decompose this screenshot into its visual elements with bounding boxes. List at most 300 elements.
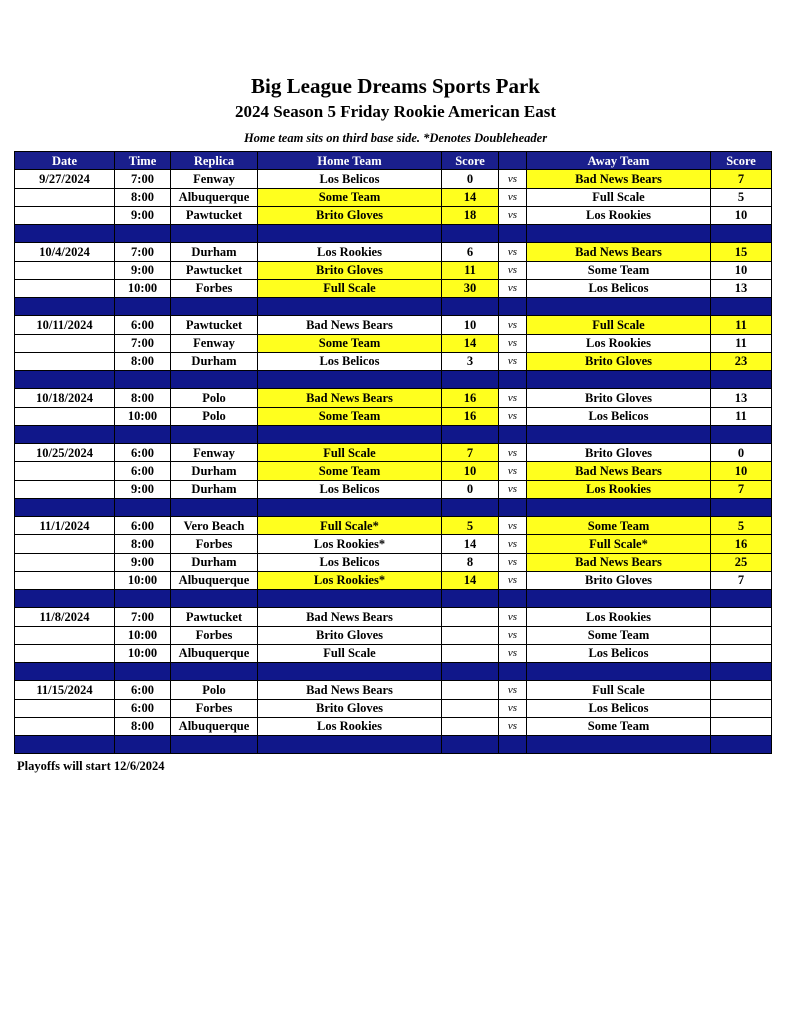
time-cell: 8:00: [115, 188, 171, 206]
separator-cell: [171, 498, 258, 516]
replica-cell: Durham: [171, 462, 258, 480]
home-team-cell: Los Rookies: [258, 717, 442, 735]
away-score-cell: 7: [711, 571, 772, 589]
table-row: [15, 644, 772, 662]
separator-cell: [115, 371, 171, 389]
away-score-cell: [711, 626, 772, 644]
replica-cell: Forbes: [171, 699, 258, 717]
schedule-table: [14, 151, 772, 754]
away-team-cell: Some Team: [527, 717, 711, 735]
home-team-cell: Brito Gloves: [258, 626, 442, 644]
separator-cell: [258, 371, 442, 389]
home-team-cell: Brito Gloves: [258, 261, 442, 279]
column-header-vs: [499, 152, 527, 170]
vs-cell: vs: [499, 535, 527, 553]
vs-cell: vs: [499, 170, 527, 188]
home-score-cell: [442, 717, 499, 735]
separator-cell: [527, 371, 711, 389]
separator-cell: [258, 590, 442, 608]
date-cell: [15, 462, 115, 480]
replica-cell: Vero Beach: [171, 517, 258, 535]
separator-cell: [527, 298, 711, 316]
time-cell: 8:00: [115, 535, 171, 553]
vs-cell: vs: [499, 243, 527, 261]
time-cell: 6:00: [115, 444, 171, 462]
separator-cell: [171, 371, 258, 389]
date-cell: [15, 553, 115, 571]
vs-cell: vs: [499, 206, 527, 224]
separator-cell: [171, 663, 258, 681]
week-separator-row: [15, 498, 772, 516]
separator-cell: [499, 498, 527, 516]
away-team-cell: Bad News Bears: [527, 553, 711, 571]
separator-cell: [442, 663, 499, 681]
week-separator-row: [15, 736, 772, 754]
table-row: [15, 188, 772, 206]
separator-cell: [499, 225, 527, 243]
date-cell: [15, 352, 115, 370]
time-cell: 6:00: [115, 517, 171, 535]
vs-cell: vs: [499, 699, 527, 717]
home-score-cell: [442, 699, 499, 717]
home-score-cell: [442, 644, 499, 662]
vs-cell: vs: [499, 389, 527, 407]
separator-cell: [499, 298, 527, 316]
separator-cell: [171, 590, 258, 608]
away-score-cell: 15: [711, 243, 772, 261]
separator-cell: [171, 225, 258, 243]
vs-cell: vs: [499, 717, 527, 735]
separator-cell: [115, 663, 171, 681]
date-cell: [15, 717, 115, 735]
home-score-cell: 11: [442, 261, 499, 279]
away-score-cell: 5: [711, 188, 772, 206]
home-score-cell: [442, 608, 499, 626]
home-team-cell: Los Belicos: [258, 480, 442, 498]
replica-cell: Polo: [171, 389, 258, 407]
away-score-cell: 0: [711, 444, 772, 462]
replica-cell: Fenway: [171, 444, 258, 462]
home-team-cell: Some Team: [258, 334, 442, 352]
separator-cell: [442, 371, 499, 389]
table-row: [15, 571, 772, 589]
away-score-cell: [711, 644, 772, 662]
vs-cell: vs: [499, 279, 527, 297]
replica-cell: Durham: [171, 553, 258, 571]
separator-cell: [499, 590, 527, 608]
separator-cell: [15, 225, 115, 243]
separator-cell: [258, 663, 442, 681]
home-team-cell: Los Rookies: [258, 243, 442, 261]
page-title: Big League Dreams Sports Park: [251, 74, 540, 98]
separator-cell: [527, 498, 711, 516]
separator-cell: [15, 425, 115, 443]
away-team-cell: Los Belicos: [527, 279, 711, 297]
vs-cell: vs: [499, 462, 527, 480]
home-score-cell: 16: [442, 389, 499, 407]
table-header-row: [15, 152, 772, 170]
away-team-cell: Bad News Bears: [527, 462, 711, 480]
separator-cell: [711, 371, 772, 389]
table-row: [15, 444, 772, 462]
date-cell: 10/4/2024: [15, 243, 115, 261]
time-cell: 7:00: [115, 243, 171, 261]
column-header-replica: Replica: [171, 152, 258, 170]
away-team-cell: Full Scale: [527, 681, 711, 699]
time-cell: 10:00: [115, 571, 171, 589]
column-header-date: Date: [15, 152, 115, 170]
separator-cell: [442, 736, 499, 754]
home-team-cell: Some Team: [258, 407, 442, 425]
home-score-cell: [442, 626, 499, 644]
home-team-cell: Full Scale: [258, 644, 442, 662]
away-score-cell: 10: [711, 206, 772, 224]
separator-cell: [115, 498, 171, 516]
home-team-cell: Brito Gloves: [258, 206, 442, 224]
time-cell: 7:00: [115, 170, 171, 188]
column-header-home-team: Home Team: [258, 152, 442, 170]
time-cell: 10:00: [115, 644, 171, 662]
separator-cell: [711, 225, 772, 243]
separator-cell: [115, 225, 171, 243]
home-score-cell: 18: [442, 206, 499, 224]
separator-cell: [442, 590, 499, 608]
separator-cell: [115, 425, 171, 443]
time-cell: 10:00: [115, 279, 171, 297]
away-score-cell: 11: [711, 316, 772, 334]
column-header-home-score: Score: [442, 152, 499, 170]
separator-cell: [527, 736, 711, 754]
table-row: [15, 608, 772, 626]
date-cell: 11/15/2024: [15, 681, 115, 699]
page-subtitle: 2024 Season 5 Friday Rookie American East: [234, 102, 557, 121]
away-team-cell: Los Rookies: [527, 608, 711, 626]
table-row: [15, 462, 772, 480]
replica-cell: Forbes: [171, 626, 258, 644]
separator-cell: [15, 590, 115, 608]
replica-cell: Albuquerque: [171, 188, 258, 206]
away-score-cell: 16: [711, 535, 772, 553]
replica-cell: Fenway: [171, 170, 258, 188]
table-row: [15, 699, 772, 717]
time-cell: 6:00: [115, 316, 171, 334]
replica-cell: Forbes: [171, 535, 258, 553]
home-score-cell: 3: [442, 352, 499, 370]
separator-cell: [171, 298, 258, 316]
separator-cell: [711, 663, 772, 681]
separator-cell: [711, 590, 772, 608]
away-team-cell: Full Scale: [527, 316, 711, 334]
home-score-cell: 10: [442, 462, 499, 480]
vs-cell: vs: [499, 517, 527, 535]
separator-cell: [711, 736, 772, 754]
away-score-cell: 13: [711, 279, 772, 297]
vs-cell: vs: [499, 316, 527, 334]
week-separator-row: [15, 371, 772, 389]
time-cell: 7:00: [115, 334, 171, 352]
away-team-cell: Los Rookies: [527, 206, 711, 224]
home-score-cell: 6: [442, 243, 499, 261]
away-score-cell: 7: [711, 170, 772, 188]
date-cell: [15, 334, 115, 352]
replica-cell: Albuquerque: [171, 571, 258, 589]
home-team-cell: Bad News Bears: [258, 389, 442, 407]
separator-cell: [171, 736, 258, 754]
away-team-cell: Los Rookies: [527, 480, 711, 498]
time-cell: 10:00: [115, 407, 171, 425]
date-cell: 10/18/2024: [15, 389, 115, 407]
home-team-cell: Los Rookies*: [258, 571, 442, 589]
separator-cell: [258, 298, 442, 316]
away-team-cell: Some Team: [527, 517, 711, 535]
home-score-cell: 16: [442, 407, 499, 425]
time-cell: 8:00: [115, 717, 171, 735]
table-row: [15, 170, 772, 188]
time-cell: 8:00: [115, 352, 171, 370]
away-team-cell: Some Team: [527, 626, 711, 644]
time-cell: 9:00: [115, 480, 171, 498]
away-team-cell: Some Team: [527, 261, 711, 279]
separator-cell: [527, 225, 711, 243]
replica-cell: Durham: [171, 352, 258, 370]
table-row: [15, 626, 772, 644]
schedule-body: [15, 170, 772, 754]
separator-cell: [527, 425, 711, 443]
date-cell: [15, 261, 115, 279]
away-team-cell: Brito Gloves: [527, 444, 711, 462]
away-team-cell: Los Rookies: [527, 334, 711, 352]
table-row: [15, 389, 772, 407]
separator-cell: [499, 663, 527, 681]
playoffs-note: Playoffs will start 12/6/2024: [17, 759, 165, 773]
vs-cell: vs: [499, 608, 527, 626]
time-cell: 9:00: [115, 206, 171, 224]
separator-cell: [499, 736, 527, 754]
separator-cell: [258, 498, 442, 516]
date-cell: 10/25/2024: [15, 444, 115, 462]
time-cell: 6:00: [115, 462, 171, 480]
table-row: [15, 243, 772, 261]
schedule-note: Home team sits on third base side. *Denotes Doubleheader: [243, 131, 548, 145]
week-separator-row: [15, 425, 772, 443]
vs-cell: vs: [499, 334, 527, 352]
replica-cell: Albuquerque: [171, 644, 258, 662]
table-row: [15, 681, 772, 699]
home-team-cell: Some Team: [258, 188, 442, 206]
away-team-cell: Full Scale*: [527, 535, 711, 553]
time-cell: 8:00: [115, 389, 171, 407]
week-separator-row: [15, 590, 772, 608]
home-team-cell: Los Belicos: [258, 352, 442, 370]
home-team-cell: Some Team: [258, 462, 442, 480]
home-score-cell: 0: [442, 170, 499, 188]
home-score-cell: 14: [442, 535, 499, 553]
vs-cell: vs: [499, 626, 527, 644]
away-score-cell: 10: [711, 261, 772, 279]
away-team-cell: Bad News Bears: [527, 170, 711, 188]
week-separator-row: [15, 225, 772, 243]
separator-cell: [115, 736, 171, 754]
home-score-cell: 0: [442, 480, 499, 498]
separator-cell: [115, 298, 171, 316]
week-separator-row: [15, 298, 772, 316]
away-score-cell: 10: [711, 462, 772, 480]
away-score-cell: 25: [711, 553, 772, 571]
column-header-away-score: Score: [711, 152, 772, 170]
separator-cell: [442, 425, 499, 443]
time-cell: 9:00: [115, 553, 171, 571]
column-header-away-team: Away Team: [527, 152, 711, 170]
time-cell: 9:00: [115, 261, 171, 279]
vs-cell: vs: [499, 644, 527, 662]
vs-cell: vs: [499, 407, 527, 425]
home-score-cell: 10: [442, 316, 499, 334]
table-row: [15, 352, 772, 370]
away-score-cell: [711, 681, 772, 699]
table-row: [15, 717, 772, 735]
separator-cell: [115, 590, 171, 608]
separator-cell: [442, 498, 499, 516]
separator-cell: [527, 590, 711, 608]
vs-cell: vs: [499, 352, 527, 370]
table-row: [15, 517, 772, 535]
separator-cell: [15, 498, 115, 516]
table-row: [15, 206, 772, 224]
vs-cell: vs: [499, 553, 527, 571]
away-score-cell: [711, 717, 772, 735]
away-team-cell: Bad News Bears: [527, 243, 711, 261]
away-team-cell: Full Scale: [527, 188, 711, 206]
away-team-cell: Los Belicos: [527, 644, 711, 662]
away-score-cell: 5: [711, 517, 772, 535]
away-team-cell: Brito Gloves: [527, 389, 711, 407]
home-score-cell: 7: [442, 444, 499, 462]
separator-cell: [171, 425, 258, 443]
time-cell: 10:00: [115, 626, 171, 644]
vs-cell: vs: [499, 261, 527, 279]
column-header-time: Time: [115, 152, 171, 170]
separator-cell: [499, 371, 527, 389]
separator-cell: [15, 736, 115, 754]
home-score-cell: 14: [442, 334, 499, 352]
away-team-cell: Los Belicos: [527, 699, 711, 717]
replica-cell: Pawtucket: [171, 261, 258, 279]
vs-cell: vs: [499, 444, 527, 462]
table-row: [15, 535, 772, 553]
date-cell: [15, 480, 115, 498]
home-team-cell: Bad News Bears: [258, 316, 442, 334]
date-cell: [15, 206, 115, 224]
separator-cell: [15, 663, 115, 681]
date-cell: 11/8/2024: [15, 608, 115, 626]
separator-cell: [442, 225, 499, 243]
date-cell: [15, 626, 115, 644]
replica-cell: Pawtucket: [171, 206, 258, 224]
separator-cell: [258, 736, 442, 754]
time-cell: 6:00: [115, 681, 171, 699]
separator-cell: [258, 425, 442, 443]
date-cell: [15, 644, 115, 662]
replica-cell: Durham: [171, 480, 258, 498]
date-cell: [15, 699, 115, 717]
table-row: [15, 480, 772, 498]
away-score-cell: 7: [711, 480, 772, 498]
replica-cell: Fenway: [171, 334, 258, 352]
vs-cell: vs: [499, 571, 527, 589]
away-team-cell: Los Belicos: [527, 407, 711, 425]
table-row: [15, 279, 772, 297]
separator-cell: [442, 298, 499, 316]
table-row: [15, 261, 772, 279]
separator-cell: [258, 225, 442, 243]
replica-cell: Forbes: [171, 279, 258, 297]
date-cell: [15, 188, 115, 206]
home-score-cell: 8: [442, 553, 499, 571]
table-row: [15, 407, 772, 425]
date-cell: [15, 571, 115, 589]
date-cell: 11/1/2024: [15, 517, 115, 535]
home-score-cell: 30: [442, 279, 499, 297]
away-score-cell: 11: [711, 334, 772, 352]
separator-cell: [499, 425, 527, 443]
week-separator-row: [15, 663, 772, 681]
separator-cell: [711, 425, 772, 443]
home-team-cell: Los Belicos: [258, 170, 442, 188]
replica-cell: Durham: [171, 243, 258, 261]
vs-cell: vs: [499, 480, 527, 498]
home-team-cell: Bad News Bears: [258, 681, 442, 699]
vs-cell: vs: [499, 188, 527, 206]
separator-cell: [15, 298, 115, 316]
home-score-cell: 14: [442, 188, 499, 206]
separator-cell: [711, 298, 772, 316]
table-row: [15, 553, 772, 571]
separator-cell: [711, 498, 772, 516]
home-team-cell: Brito Gloves: [258, 699, 442, 717]
time-cell: 7:00: [115, 608, 171, 626]
away-score-cell: 11: [711, 407, 772, 425]
date-cell: [15, 279, 115, 297]
away-score-cell: [711, 608, 772, 626]
vs-cell: vs: [499, 681, 527, 699]
separator-cell: [527, 663, 711, 681]
away-score-cell: [711, 699, 772, 717]
home-score-cell: 5: [442, 517, 499, 535]
home-team-cell: Full Scale: [258, 279, 442, 297]
away-team-cell: Brito Gloves: [527, 571, 711, 589]
home-score-cell: [442, 681, 499, 699]
date-cell: [15, 535, 115, 553]
home-team-cell: Full Scale: [258, 444, 442, 462]
table-row: [15, 334, 772, 352]
away-score-cell: 23: [711, 352, 772, 370]
away-score-cell: 13: [711, 389, 772, 407]
home-team-cell: Bad News Bears: [258, 608, 442, 626]
date-cell: 10/11/2024: [15, 316, 115, 334]
replica-cell: Albuquerque: [171, 717, 258, 735]
date-cell: [15, 407, 115, 425]
home-team-cell: Full Scale*: [258, 517, 442, 535]
table-row: [15, 316, 772, 334]
home-score-cell: 14: [442, 571, 499, 589]
home-team-cell: Los Rookies*: [258, 535, 442, 553]
time-cell: 6:00: [115, 699, 171, 717]
away-team-cell: Brito Gloves: [527, 352, 711, 370]
replica-cell: Pawtucket: [171, 316, 258, 334]
home-team-cell: Los Belicos: [258, 553, 442, 571]
date-cell: 9/27/2024: [15, 170, 115, 188]
replica-cell: Pawtucket: [171, 608, 258, 626]
